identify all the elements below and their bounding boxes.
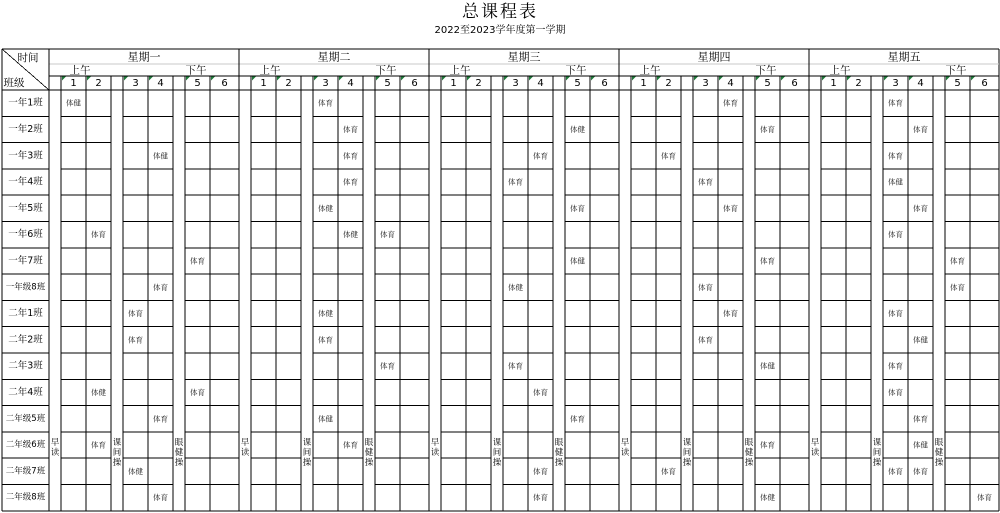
class-row-label: 一年5班: [8, 202, 43, 214]
class-row-label: 二年4班: [8, 386, 43, 398]
course-cell-text[interactable]: 体育: [508, 361, 523, 371]
course-cell-text[interactable]: 体健: [91, 387, 106, 397]
course-cell-text[interactable]: 体育: [698, 282, 713, 292]
period-number: 2: [665, 78, 672, 89]
course-cell-text[interactable]: 体育: [950, 282, 965, 292]
course-cell-text[interactable]: 体育: [533, 466, 548, 476]
course-cell-text[interactable]: 体育: [661, 466, 676, 476]
course-cell-text[interactable]: 体育: [153, 493, 168, 503]
course-cell-text[interactable]: 体健: [913, 335, 928, 345]
course-cell-text[interactable]: 体育: [760, 256, 775, 266]
half-label-afternoon: 下午: [945, 64, 967, 77]
half-label-morning: 上午: [449, 64, 471, 77]
sheet-subtitle: 2022至2023学年度第一学期: [434, 25, 566, 36]
class-row-label: 一年2班: [8, 123, 43, 135]
half-label-afternoon: 下午: [565, 64, 587, 77]
course-cell-text[interactable]: 体健: [318, 203, 333, 213]
period-number: 6: [221, 78, 228, 89]
course-cell-text[interactable]: 体育: [661, 151, 676, 161]
course-cell-text[interactable]: 体育: [570, 203, 585, 213]
course-cell-text[interactable]: 体育: [760, 124, 775, 134]
half-label-morning: 上午: [259, 64, 281, 77]
class-header-label: 班级: [3, 77, 25, 89]
period-number: 5: [194, 78, 201, 89]
period-number: 5: [574, 78, 581, 89]
class-row-label: 一年7班: [8, 255, 43, 267]
period-number: 4: [347, 78, 354, 89]
half-label-morning: 上午: [639, 64, 661, 77]
morning-reading-label: 早读: [240, 438, 250, 459]
class-row-label: 二年级5班: [5, 413, 46, 424]
course-cell-text[interactable]: 体育: [913, 203, 928, 213]
course-cell-text[interactable]: 体健: [318, 309, 333, 319]
class-row-label: 一年级8班: [5, 282, 46, 293]
half-label-morning: 上午: [69, 64, 91, 77]
class-row-label: 二年级7班: [5, 466, 46, 477]
course-cell-text[interactable]: 体育: [128, 309, 143, 319]
course-cell-text[interactable]: 体健: [128, 466, 143, 476]
break-exercise-label: 课间操: [492, 438, 502, 469]
course-cell-text[interactable]: 体育: [950, 256, 965, 266]
half-label-morning: 上午: [829, 64, 851, 77]
course-cell-text[interactable]: 体育: [128, 335, 143, 345]
course-cell-text[interactable]: 体育: [888, 309, 903, 319]
course-cell-text[interactable]: 体育: [913, 124, 928, 134]
period-number: 6: [981, 78, 988, 89]
course-cell-text[interactable]: 体育: [190, 256, 205, 266]
course-cell-text[interactable]: 体育: [977, 493, 992, 503]
period-number: 2: [285, 78, 292, 89]
class-row-label: 一年3班: [8, 150, 43, 162]
course-cell-text[interactable]: 体育: [190, 387, 205, 397]
course-cell-text[interactable]: 体育: [153, 414, 168, 424]
class-row-label: 一年6班: [8, 229, 43, 241]
course-cell-text[interactable]: 体育: [723, 309, 738, 319]
break-exercise-label: 课间操: [302, 438, 312, 469]
course-cell-text[interactable]: 体育: [888, 98, 903, 108]
period-number: 4: [537, 78, 544, 89]
class-row-label: 一年4班: [8, 176, 43, 188]
day-header: 星期二: [317, 50, 351, 64]
course-cell-text[interactable]: 体健: [570, 256, 585, 266]
course-cell-text[interactable]: 体育: [888, 230, 903, 240]
morning-reading-label: 早读: [620, 438, 630, 459]
course-cell-text[interactable]: 体育: [508, 177, 523, 187]
day-header: 星期五: [887, 50, 921, 64]
course-cell-text[interactable]: 体育: [343, 440, 358, 450]
period-number: 5: [954, 78, 961, 89]
period-number: 2: [855, 78, 862, 89]
eye-exercise-label: 眼健操: [364, 438, 374, 469]
morning-reading-label: 早读: [810, 438, 820, 459]
period-number: 5: [384, 78, 391, 89]
morning-reading-label: 早读: [430, 438, 440, 459]
course-cell-text[interactable]: 体育: [760, 440, 775, 450]
class-row-label: 一年1班: [8, 97, 43, 109]
half-label-afternoon: 下午: [185, 64, 207, 77]
course-cell-text[interactable]: 体健: [888, 177, 903, 187]
morning-reading-label: 早读: [50, 438, 60, 459]
course-cell-text[interactable]: 体育: [91, 230, 106, 240]
period-number: 6: [601, 78, 608, 89]
period-number: 3: [702, 78, 709, 89]
course-cell-text[interactable]: 体育: [888, 361, 903, 371]
eye-exercise-label: 眼健操: [554, 438, 564, 469]
course-cell-text[interactable]: 体育: [318, 335, 333, 345]
course-cell-text[interactable]: 体健: [570, 124, 585, 134]
course-cell-text[interactable]: 体育: [153, 282, 168, 292]
break-exercise-label: 课间操: [112, 438, 122, 469]
course-cell-text[interactable]: 体健: [153, 151, 168, 161]
course-cell-text[interactable]: 体育: [698, 177, 713, 187]
course-cell-text[interactable]: 体育: [698, 335, 713, 345]
sheet-title: 总课程表: [462, 2, 538, 22]
period-number: 6: [791, 78, 798, 89]
course-cell-text[interactable]: 体育: [723, 98, 738, 108]
class-row-label: 二年级8班: [5, 492, 46, 503]
course-cell-text[interactable]: 体育: [913, 466, 928, 476]
course-cell-text[interactable]: 体育: [888, 387, 903, 397]
half-label-afternoon: 下午: [755, 64, 777, 77]
period-number: 1: [830, 78, 837, 89]
eye-exercise-label: 眼健操: [934, 438, 944, 469]
class-row-label: 二年3班: [8, 360, 43, 372]
course-cell-text[interactable]: 体育: [380, 230, 395, 240]
period-number: 3: [892, 78, 899, 89]
course-cell-text[interactable]: 体健: [66, 98, 81, 108]
period-number: 1: [450, 78, 457, 89]
period-number: 4: [917, 78, 924, 89]
half-label-afternoon: 下午: [375, 64, 397, 77]
course-cell-text[interactable]: 体育: [888, 466, 903, 476]
course-cell-text[interactable]: 体育: [380, 361, 395, 371]
period-number: 6: [411, 78, 418, 89]
course-cell-text[interactable]: 体健: [913, 440, 928, 450]
day-header: 星期三: [507, 50, 541, 64]
time-header-label: 时间: [17, 52, 39, 64]
course-cell-text[interactable]: 体育: [318, 98, 333, 108]
period-number: 3: [512, 78, 519, 89]
period-number: 5: [764, 78, 771, 89]
course-cell-text[interactable]: 体健: [343, 230, 358, 240]
course-cell-text[interactable]: 体健: [318, 414, 333, 424]
course-cell-text[interactable]: 体健: [760, 361, 775, 371]
period-number: 4: [727, 78, 734, 89]
course-cell-text[interactable]: 体育: [533, 493, 548, 503]
course-cell-text[interactable]: 体育: [91, 440, 106, 450]
course-cell-text[interactable]: 体育: [913, 414, 928, 424]
day-header: 星期四: [697, 50, 731, 64]
period-number: 2: [475, 78, 482, 89]
course-cell-text[interactable]: 体育: [343, 177, 358, 187]
course-cell-text[interactable]: 体健: [760, 493, 775, 503]
period-number: 1: [70, 78, 77, 89]
course-cell-text[interactable]: 体育: [343, 151, 358, 161]
class-row-label: 二年级6班: [5, 440, 46, 451]
course-cell-text[interactable]: 体育: [533, 387, 548, 397]
course-cell-text[interactable]: 体育: [723, 203, 738, 213]
course-cell-text[interactable]: 体育: [888, 151, 903, 161]
break-exercise-label: 课间操: [872, 438, 882, 469]
eye-exercise-label: 眼健操: [174, 438, 184, 469]
course-cell-text[interactable]: 体育: [343, 124, 358, 134]
course-cell-text[interactable]: 体育: [533, 151, 548, 161]
class-row-label: 二年2班: [8, 334, 43, 346]
period-number: 3: [322, 78, 329, 89]
break-exercise-label: 课间操: [682, 438, 692, 469]
period-number: 1: [260, 78, 267, 89]
period-number: 2: [95, 78, 102, 89]
period-number: 4: [157, 78, 164, 89]
period-number: 1: [640, 78, 647, 89]
period-number: 3: [132, 78, 139, 89]
eye-exercise-label: 眼健操: [744, 438, 754, 469]
course-cell-text[interactable]: 体健: [508, 282, 523, 292]
course-cell-text[interactable]: 体育: [570, 414, 585, 424]
class-row-label: 二年1班: [8, 308, 43, 320]
day-header: 星期一: [127, 50, 161, 64]
